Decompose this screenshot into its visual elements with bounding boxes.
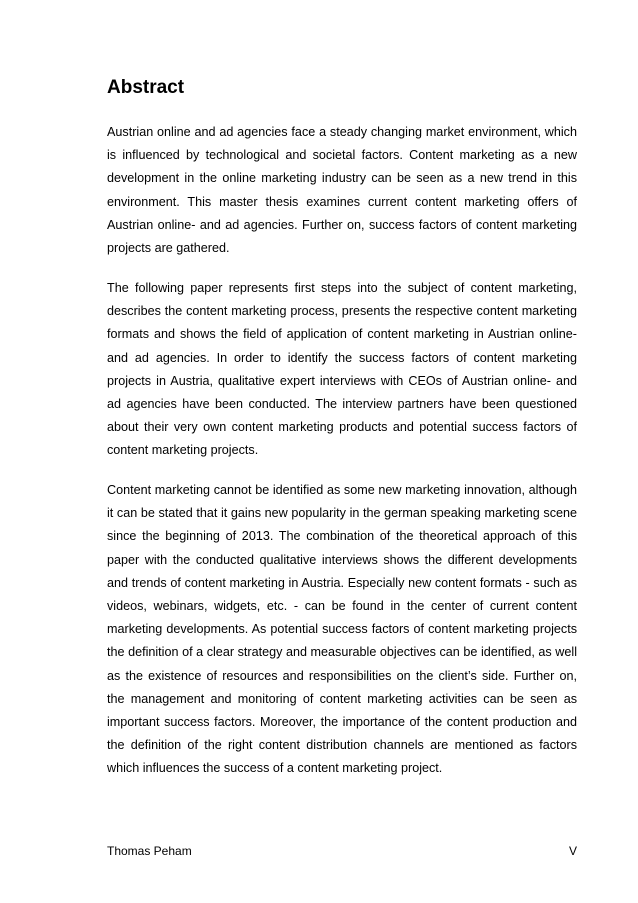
abstract-paragraph-2: The following paper represents first steps into the subject of content marketing, describes the content marketing process, presents the respective content marketing formats and shows the field of application of content marketing in Austrian online- and ad agencies. In order to identify the success factors of content marketing projects in Austria, qualitative expert interviews with CEOs of Austrian online- and ad agencies have been conducted. The interview partners have been questioned about their very own content marketing products and potential success factors of content marketing projects. bbox=[107, 281, 577, 458]
abstract-heading: Abstract bbox=[107, 77, 185, 98]
abstract-paragraph-1: Austrian online and ad agencies face a steady changing market environment, which is influenced by technological and societal factors. Content marketing as a new development in the online marketing industry can be seen as a new trend in this environment. This master thesis examines current content marketing offers of Austrian online- and ad agencies. Further on, success factors of content marketing projects are gathered. bbox=[107, 125, 577, 256]
page-footer bbox=[107, 843, 577, 859]
footer-author: Thomas Peham bbox=[107, 844, 192, 858]
abstract-paragraph-3: Content marketing cannot be identified as some new marketing innovation, although it can be stated that it gains new popularity in the german speaking marketing scene since the beginning of 2013. The combination of the theoretical approach of this paper with the conducted qualitative interviews shows the different developments and trends of content marketing in Austria. Especially new content formats - such as videos, webinars, widgets, etc. - can be found in the center of current content marketing developments. As potential success factors of content marketing projects the definition of a clear strategy and measurable objectives can be identified, as well as the existence of resources and responsibilities on the client’s side. Further on, the management and monitoring of content marketing activities can be seen as important success factors. Moreover, the importance of the content production and the definition of the right content distribution channels are mentioned as factors which influences the success of a content marketing project. bbox=[107, 483, 577, 776]
footer-page-number: V bbox=[568, 844, 577, 858]
